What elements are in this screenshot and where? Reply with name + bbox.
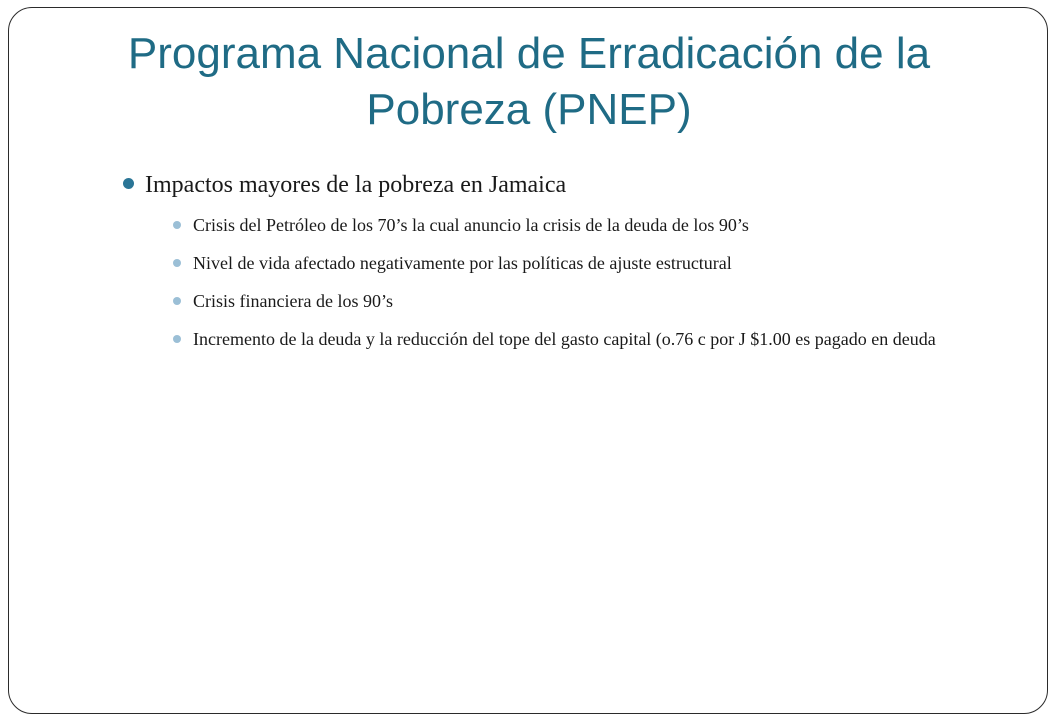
sub-bullet-list	[173, 213, 957, 351]
bullet-list	[117, 163, 957, 365]
main-bullet-text: Impactos mayores de la pobreza en Jamaica	[145, 172, 567, 198]
sub-bullet-dot-icon	[173, 221, 181, 229]
slide	[8, 7, 1048, 714]
sub-bullet-text: Nivel de vida afectado negativamente por las políticas de ajuste estructural	[193, 253, 732, 273]
bullet-dot-icon	[123, 178, 134, 189]
slide-title	[9, 26, 1049, 138]
sub-bullet-text: Crisis financiera de los 90’s	[193, 291, 393, 311]
sub-bullet-text: Crisis del Petróleo de los 70’s la cual anuncio la crisis de la deuda de los 90’s	[193, 215, 749, 235]
sub-bullet-dot-icon	[173, 335, 181, 343]
sub-bullet	[173, 289, 957, 313]
sub-bullet	[173, 213, 957, 237]
sub-bullet-dot-icon	[173, 259, 181, 267]
slide-title-line-2: Pobreza (PNEP)	[366, 85, 692, 134]
sub-bullet-dot-icon	[173, 297, 181, 305]
sub-bullet	[173, 327, 957, 351]
slide-title-line-1: Programa Nacional de Erradicación de la	[127, 29, 931, 78]
sub-bullet	[173, 251, 957, 275]
sub-bullet-text: Incremento de la deuda y la reducción del tope del gasto capital (o.76 c por J $1.00 es pagado en deuda	[193, 329, 936, 349]
main-bullet	[117, 163, 957, 207]
